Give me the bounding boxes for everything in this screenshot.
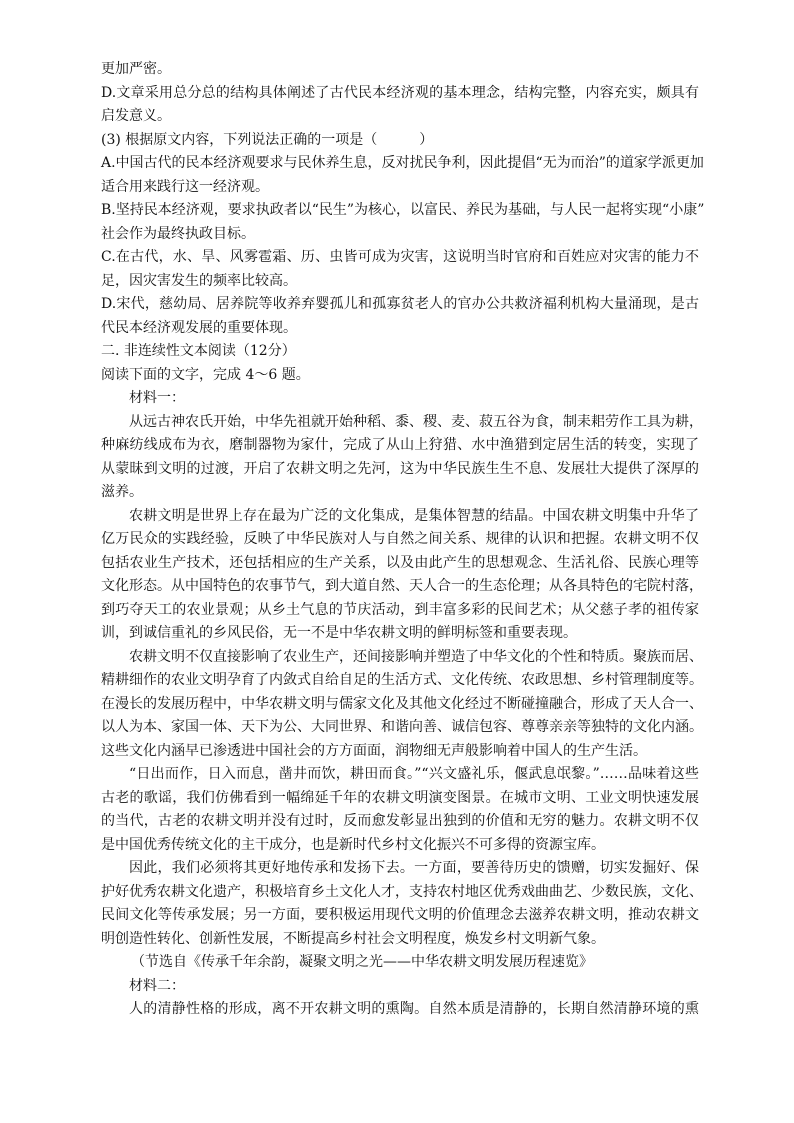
paragraph-line: 农耕文明是世界上存在最为广泛的文化集成，是集体智慧的结晶。中国农耕文明集中升华了 xyxy=(129,507,699,524)
paragraph-4 xyxy=(101,763,699,857)
q3-option-b-line1: B.坚持民本经济观，要求执政者以“民生”为核心，以富民、养民为基础，与人民一起将实现“小康” xyxy=(101,202,705,218)
paragraph-line: 文化形态。从中国特色的农事节气，到大道自然、天人合一的生态伦理；从各具特色的宅院村落， xyxy=(101,578,703,594)
paragraph-line: 古老的歌谣，我们仿佛看到一幅绵延千年的农耕文明演变图景。在城市文明、工业文明快速发展 xyxy=(101,789,699,806)
section-heading: 二. 非连续性文本阅读（12分） xyxy=(101,343,296,359)
paragraph-line: 滋养。 xyxy=(101,484,143,500)
paragraph-line: 农耕文明不仅直接影响了农业生产，还间接影响并塑造了中华文化的个性和特质。聚族而居、 xyxy=(129,648,703,665)
paragraph-6 xyxy=(101,998,699,1022)
paragraph-line: 以人为本、家国一体、天下为公、大同世界、和谐向善、诚信包容、尊尊亲亲等独特的文化内涵。 xyxy=(101,719,703,735)
paragraph-line: “日出而作，日入而息，凿井而饮，耕田而食。”“兴文盛礼乐，偃武息氓黎。”……品味着这些 xyxy=(129,766,699,782)
paragraph-line: 训，到诚信重礼的乡风民俗，无一不是中华农耕文明的鲜明标签和重要表现。 xyxy=(101,625,577,641)
q3-option-c-line1: C.在古代，水、旱、风雾雹霜、历、虫皆可成为灾害，这说明当时官府和百姓应对灾害的能力不 xyxy=(101,249,699,265)
q3-option-b-line2: 社会作为最终执政目标。 xyxy=(101,225,255,242)
paragraph-line: 的当代，古老的农耕文明并没有过时，反而愈发彰显出独到的价值和无穷的魅力。农耕文明不仅 xyxy=(101,813,699,829)
q2-option-d-line1: D.文章采用总分总的结构具体阐述了古代民本经济观的基本理念，结构完整，内容充实，颇具有 xyxy=(101,84,699,101)
q3-option-d-line1: D.宋代，慈幼局、居养院等收养弃婴孤儿和孤寡贫老人的官办公共救济福利机构大量涌现，是古 xyxy=(101,296,699,312)
material-1-label: 材料一： xyxy=(129,390,185,406)
document-page xyxy=(101,58,705,1022)
paragraph-line: 民间文化等传承发展；另一方面，要积极运用现代文明的价值理念去滋养农耕文明，推动农耕文 xyxy=(101,907,699,923)
paragraph-line: 精耕细作的农业文明孕育了内敛式自给自足的生活方式、文化传统、农政思想、乡村管理制度等。 xyxy=(101,672,703,688)
paragraph-line: 护好优秀农耕文化遗产，积极培育乡土文化人才，支持农村地区优秀戏曲曲艺、少数民族，文化、 xyxy=(101,883,703,900)
paragraph-line: 这些文化内涵早已渗透进中国社会的方方面面，润物细无声般影响着中国人的生产生活。 xyxy=(101,742,647,759)
q2-option-d-line2: 启发意义。 xyxy=(101,108,171,124)
paragraph-line: 因此，我们必须将其更好地传承和发扬下去。一方面，要善待历史的馈赠，切实发掘好、保 xyxy=(129,860,699,876)
paragraph-5 xyxy=(101,857,703,951)
paragraph-line: 种麻纺线成布为衣，磨制器物为家什，完成了从山上狩猎、水中渔猎到定居生活的转变，实现了 xyxy=(101,437,699,453)
paragraph-line: 明创造性转化、创新性发展，不断提高乡村社会文明程度，焕发乡村文明新气象。 xyxy=(101,930,605,947)
paragraph-line: 从蒙昧到文明的过渡，开启了农耕文明之先河，这为中华民族生生不息、发展壮大提供了深厚的 xyxy=(101,460,699,477)
paragraph-3 xyxy=(101,646,703,764)
q3-stem: (3) 根据原文内容，下列说法正确的一项是（ ） xyxy=(101,131,434,148)
material-2-label: 材料二： xyxy=(129,977,185,994)
paragraph-line: 人的清静性格的形成，离不开农耕文明的熏陶。自然本质是清静的，长期自然清静环境的熏 xyxy=(129,1001,699,1017)
source-citation: （节选自《传承千年余韵，凝聚文明之光——中华农耕文明发展历程速览》 xyxy=(131,954,593,970)
q3-option-a-line2: 适合用来践行这一经济观。 xyxy=(101,178,269,195)
paragraph-1 xyxy=(101,411,703,505)
q2-tail-line: 更加严密。 xyxy=(101,61,171,77)
section-instruction: 阅读下面的文字，完成 4～6 题。 xyxy=(101,366,310,383)
paragraph-line: 包括农业生产技术，还包括相应的生产关系，以及由此产生的思想观念、生活礼俗、民族心理等 xyxy=(101,554,699,571)
q3-option-d-line2: 代民本经济观发展的重要体现。 xyxy=(101,319,297,336)
paragraph-line: 到巧夺天工的农业景观；从乡土气息的节庆活动，到丰富多彩的民间艺术；从父慈子孝的祖传家 xyxy=(101,601,699,618)
paragraph-line: 在漫长的发展历程中，中华农耕文明与儒家文化及其他文化经过不断碰撞融合，形成了天人合一、 xyxy=(101,695,703,712)
paragraph-2 xyxy=(101,505,703,646)
q3-option-c-line2: 足，因灾害发生的频率比较高。 xyxy=(101,272,297,289)
paragraph-line: 是中国优秀传统文化的主干成分，也是新时代乡村文化振兴不可多得的资源宝库。 xyxy=(101,836,605,853)
paragraph-line: 从远古神农氏开始，中华先祖就开始种稻、黍、稷、麦、菽五谷为食，制耒耜劳作工具为耕， xyxy=(129,413,703,430)
q3-option-a-line1: A.中国古代的民本经济观要求与民休养生息，反对扰民争利，因此提倡“无为而治”的道家学派更加 xyxy=(101,155,704,171)
paragraph-line: 亿万民众的实践经验，反映了中华民族对人与自然之间关系、规律的认识和把握。农耕文明不仅 xyxy=(101,531,699,547)
